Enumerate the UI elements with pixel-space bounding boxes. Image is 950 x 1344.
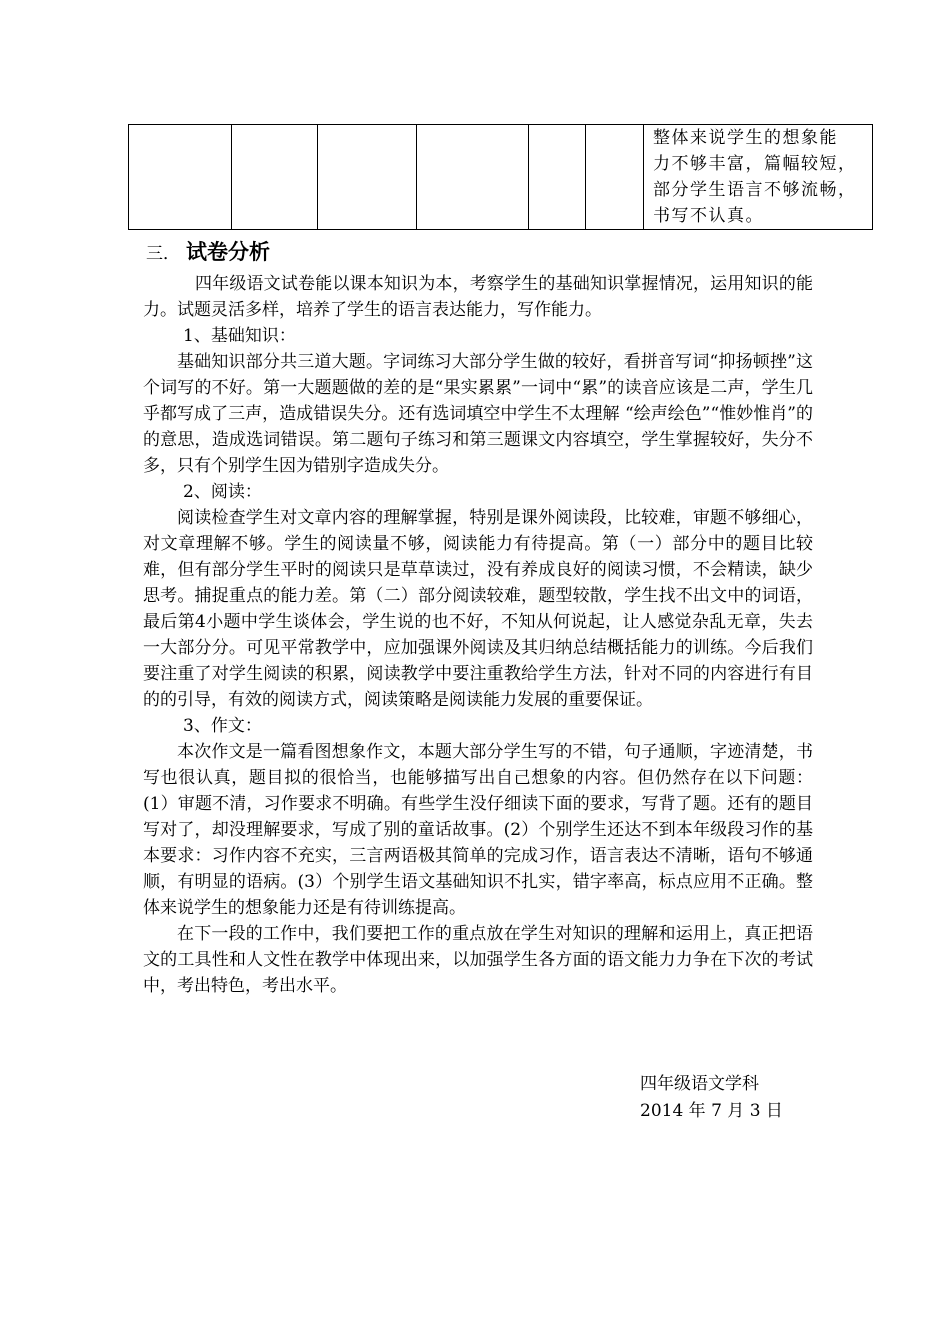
reading-paragraph: 阅读检查学生对文章内容的理解掌握，特别是课外阅读段，比较难，审题不够细心，对文章理解不够。学生的阅读量不够，阅读能力有待提高。第（一）部分中的题目比较难，但有部分学生平时的阅读只是草草读过，没有养成良好的阅读习惯，不会精读，缺少思考。捕捉重点的能力差。第（二）部分阅读较难，题型较散，学生找不出文中的词语，最后第4小题中学生谈体会，学生说的也不好，不知从何说起，让人感觉杂乱无章，失去一大部分分。可见平常教学中，应加强课外阅读及其归纳总结概括能力的训练。今后我们要注重了对学生阅读的积累，阅读教学中要注重教给学生方法，针对不同的内容进行有目的的引导，有效的阅读方式，阅读策略是阅读能力发展的重要保证。 (143, 508, 813, 710)
table-cell-empty (232, 125, 318, 230)
basic-knowledge-paragraph: 基础知识部分共三道大题。字词练习大部分学生做的较好，看拼音写词“抑扬顿挫”这个词写的不好。第一大题题做的差的是“果实累累”一词中“累”的读音应该是二声，学生几乎都写成了三声，造成错误失分。还有选词填空中学生不太理解 “绘声绘色”“惟妙惟肖”的的意思，造成选词错误。第二题句子练习和第三题课文内容填空，学生掌握较好，失分不多，只有个别学生因为错别字造成失分。 (143, 352, 813, 476)
section-heading (146, 236, 270, 266)
composition-paragraph: 本次作文是一篇看图想象作文，本题大部分学生写的不错，句子通顺，字迹清楚，书写也很认真，题目拟的很恰当，也能够描写出自己想象的内容。但仍然存在以下问题：(1）审题不清，习作要求不明确。有些学生没仔细读下面的要求，写背了题。还有的题目写对了，却没理解要求，写成了别的童话故事。(2）个别学生还达不到本年级段习作的基本要求：习作内容不充实，三言两语极其简单的完成习作，语言表达不清晰，语句不够通顺，有明显的语病。(3）个别学生语文基础知识不扎实，错字率高，标点应用不正确。整体来说学生的想象能力还是有待训练提高。 (143, 742, 813, 918)
signature-date: 2014 年 7 月 3 日 (640, 1101, 783, 1121)
signature-department: 四年级语文学科 (640, 1074, 759, 1094)
closing-paragraph: 在下一段的工作中，我们要把工作的重点放在学生对知识的理解和运用上，真正把语文的工具性和人文性在教学中体现出来，以加强学生各方面的语文能力力争在下次的考试中，考出特色，考出水平。 (143, 924, 813, 996)
table-cell-empty (129, 125, 232, 230)
table-cell-empty (529, 125, 586, 230)
section-number: 三． (146, 244, 180, 264)
signature-block (640, 1071, 783, 1125)
subheading-reading: 2、阅读： (183, 482, 262, 502)
table-cell-comment: 整体来说学生的想象能 力不够丰富，篇幅较短， 部分学生语言不够流畅， 书写不认真。 (644, 125, 873, 230)
table-row (129, 125, 873, 230)
table-cell-empty (417, 125, 529, 230)
intro-paragraph: 四年级语文试卷能以课本知识为本，考察学生的基础知识掌握情况，运用知识的能力。试题灵活多样，培养了学生的语言表达能力，写作能力。 (143, 274, 813, 320)
subheading-basic-knowledge: 1、基础知识： (183, 326, 296, 346)
table-cell-empty (318, 125, 417, 230)
score-analysis-table (128, 124, 873, 230)
analysis-body (143, 271, 813, 999)
table-cell-empty (586, 125, 644, 230)
section-title: 试卷分析 (186, 240, 270, 264)
subheading-composition: 3、作文： (183, 716, 262, 736)
